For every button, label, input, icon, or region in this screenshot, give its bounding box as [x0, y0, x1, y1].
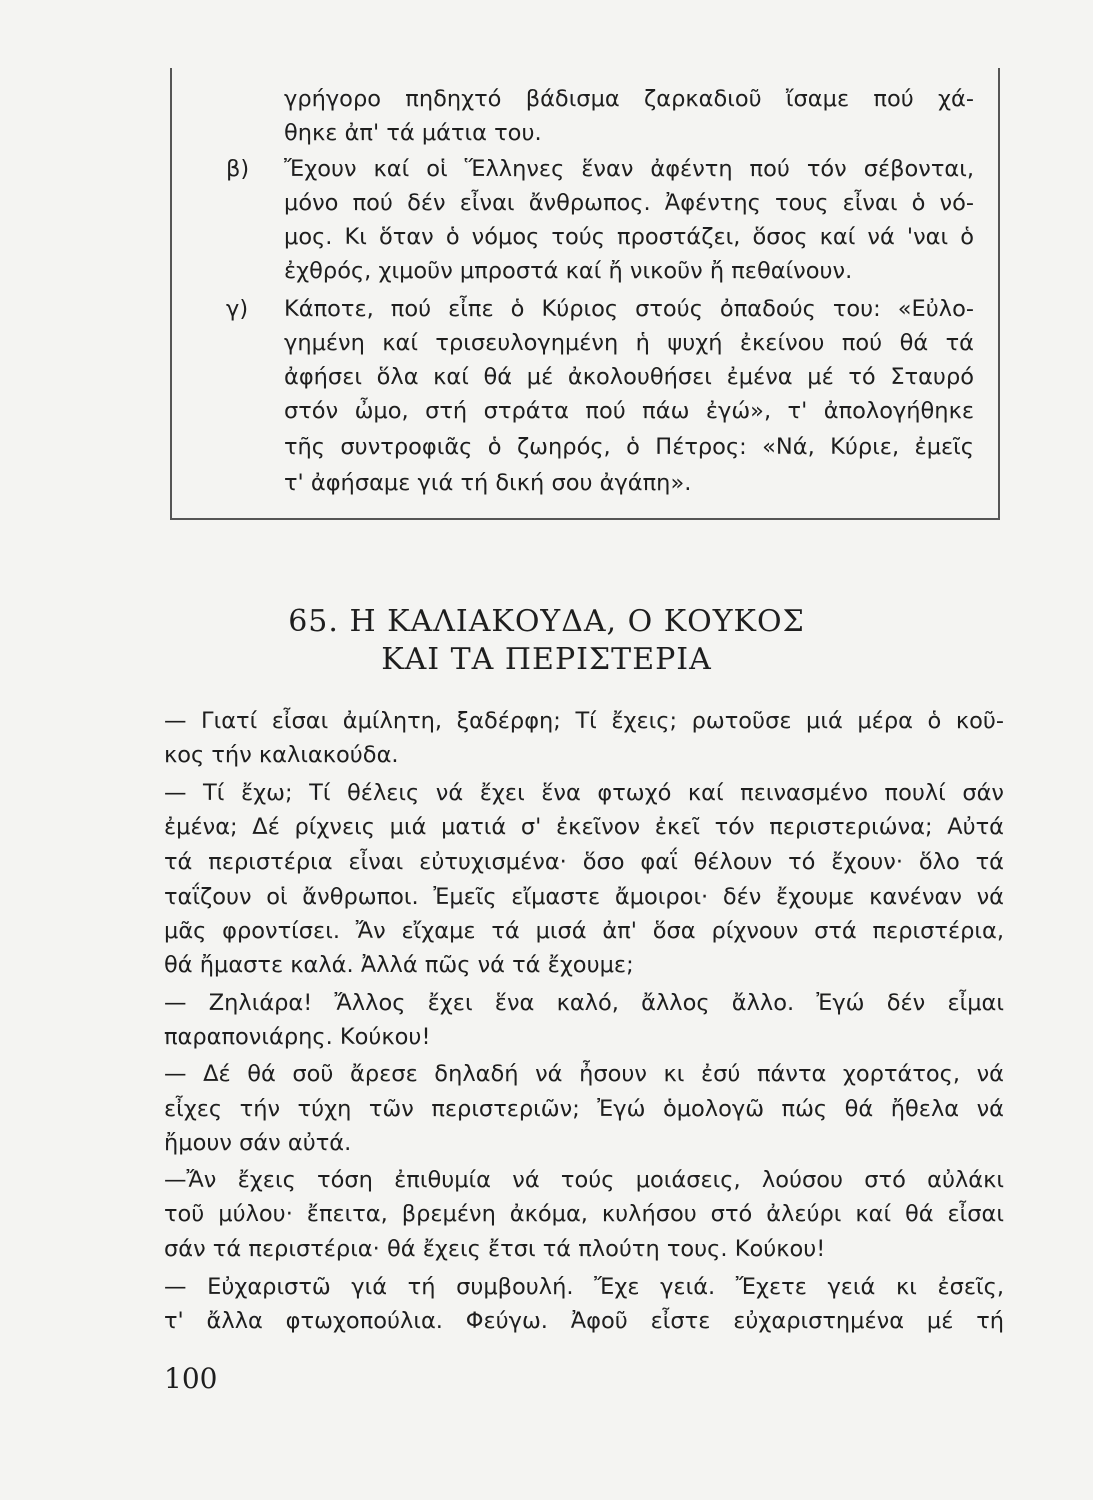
- body-line: ἤμουν σάν αὐτά.: [164, 1130, 352, 1156]
- box-line: ἀφήσει ὅλα καί θά μέ ἀκολουθήσει ἐμένα μέ τό Σταυρό: [284, 364, 974, 390]
- box-line: τῆς συντροφιᾶς ὁ ζωηρός, ὁ Πέτρος: «Νά, Κύριε, ἐμεῖς: [284, 434, 974, 460]
- body-line: — Γιατί εἶσαι ἀμίλητη, ξαδέρφη; Τί ἔχεις; ρωτοῦσε μιά μέρα ὁ κοῦ-: [164, 708, 1004, 734]
- body-line: σάν τά περιστέρια· θά ἔχεις ἔτσι τά πλούτη τους. Κούκου!: [164, 1236, 826, 1262]
- body-line: — Εὐχαριστῶ γιά τή συμβουλή. Ἔχε γειά. Ἔχετε γειά κι ἐσεῖς,: [164, 1274, 1004, 1300]
- box-line: στόν ὦμο, στή στράτα πού πάω ἐγώ», τ' ἀπολογήθηκε: [284, 398, 974, 424]
- body-line: — Τί ἔχω; Τί θέλεις νά ἔχει ἕνα φτωχό καί πεινασμένο πουλί σάν: [164, 780, 1004, 806]
- list-marker-c: γ): [226, 296, 249, 322]
- box-line: θηκε ἀπ' τά μάτια του.: [284, 120, 542, 146]
- body-line: κος τήν καλιακούδα.: [164, 742, 399, 768]
- chapter-title-line-2: ΚΑΙ ΤΑ ΠΕΡΙΣΤΕΡΙΑ: [381, 642, 712, 677]
- body-line: μᾶς φροντίσει. Ἄν εἴχαμε τά μισά ἀπ' ὅσα ρίχνουν στά περιστέρια,: [164, 918, 1004, 944]
- box-line: γρήγορο πηδηχτό βάδισμα ζαρκαδιοῦ ἴσαμε πού χά-: [284, 86, 974, 112]
- body-line: παραπονιάρης. Κούκου!: [164, 1024, 431, 1050]
- body-line: ἐμένα; Δέ ρίχνεις μιά ματιά σ' ἐκεῖνον ἐκεῖ τόν περιστεριώνα; Αὐτά: [164, 814, 1004, 840]
- box-line: Κάποτε, πού εἶπε ὁ Κύριος στούς ὀπαδούς του: «Εὐλο-: [284, 296, 974, 322]
- chapter-title-line-1: 65. Η ΚΑΛΙΑΚΟΥΔΑ, Ο ΚΟΥΚΟΣ: [288, 604, 805, 639]
- body-line: τά περιστέρια εἶναι εὐτυχισμένα· ὅσο φαΐ θέλουν τό ἔχουν· ὅλο τά: [164, 849, 1004, 875]
- box-line: γημένη καί τρισευλογημένη ἡ ψυχή ἐκείνου πού θά τά: [284, 330, 974, 356]
- box-line: τ' ἀφήσαμε γιά τή δική σου ἀγάπη».: [284, 470, 692, 496]
- body-line: τ' ἄλλα φτωχοπούλια. Φεύγω. Ἀφοῦ εἶστε εὐχαριστημένα μέ τή: [164, 1308, 1004, 1334]
- body-line: εἶχες τήν τύχη τῶν περιστεριῶν; Ἐγώ ὁμολογῶ πώς θά ἤθελα νά: [164, 1096, 1004, 1122]
- body-line: ταΐζουν οἱ ἄνθρωποι. Ἐμεῖς εἴμαστε ἄμοιροι· δέν ἔχουμε κανέναν νά: [164, 884, 1004, 910]
- body-line: τοῦ μύλου· ἔπειτα, βρεμένη ἀκόμα, κυλήσου στό ἀλεύρι καί θά εἶσαι: [164, 1201, 1004, 1227]
- box-line: ἐχθρός, χιμοῦν μπροστά καί ἤ νικοῦν ἤ πεθαίνουν.: [284, 258, 853, 284]
- box-line: μος. Κι ὅταν ὁ νόμος τούς προστάζει, ὅσος καί νά 'ναι ὁ: [284, 224, 974, 250]
- box-line: μόνο πού δέν εἶναι ἄνθρωπος. Ἀφέντης τους εἶναι ὁ νό-: [284, 190, 974, 216]
- page-number: 100: [164, 1362, 218, 1395]
- body-line: — Δέ θά σοῦ ἄρεσε δηλαδή νά ἦσουν κι ἐσύ πάντα χορτάτος, νά: [164, 1061, 1004, 1087]
- body-line: θά ἤμαστε καλά. Ἀλλά πῶς νά τά ἔχουμε;: [164, 952, 634, 978]
- body-line: —Ἄν ἔχεις τόση ἐπιθυμία νά τούς μοιάσεις, λούσου στό αὐλάκι: [164, 1167, 1004, 1193]
- box-line: Ἔχουν καί οἱ Ἕλληνες ἕναν ἀφέντη πού τόν σέβονται,: [284, 156, 974, 182]
- body-line: — Ζηλιάρα! Ἄλλος ἔχει ἕνα καλό, ἄλλος ἄλλο. Ἐγώ δέν εἶμαι: [164, 990, 1004, 1016]
- list-marker-b: β): [226, 156, 250, 182]
